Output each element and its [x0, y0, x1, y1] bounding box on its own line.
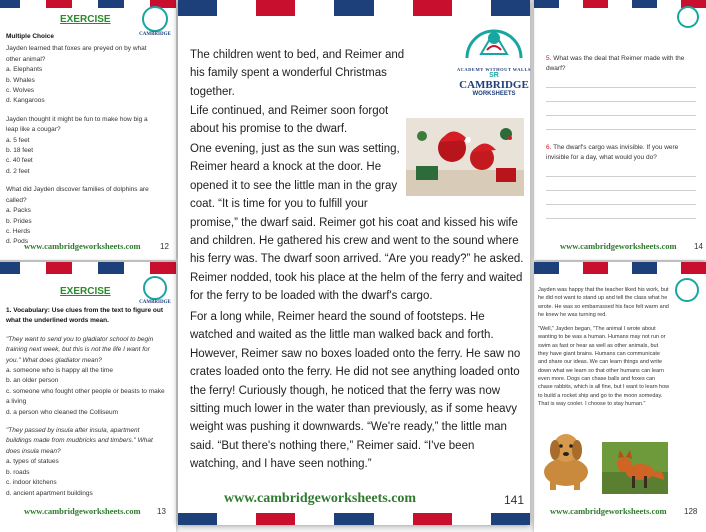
page-number: 13 — [157, 507, 166, 516]
option-item: a. types of statues — [6, 458, 59, 466]
worksheet-page-top-left — [0, 0, 176, 260]
option-item: a. someone who is happy all the time — [6, 367, 113, 375]
footer-url: www.cambridgeworksheets.com — [24, 241, 141, 251]
page-number: 128 — [684, 507, 698, 516]
option-item: d. 2 feet — [6, 167, 30, 175]
question-number: 5. — [546, 55, 552, 62]
cambridge-logo-small — [670, 6, 706, 28]
cambridge-logo-small: CAMBRIDGE — [134, 6, 176, 37]
worksheet-page-bottom-left — [0, 262, 176, 532]
photo-wrap-spacer — [404, 140, 524, 198]
option-item: a. Elephants — [6, 66, 43, 74]
option-item: c. indoor kitchens — [6, 479, 57, 487]
logo-subtitle: WORKSHEETS — [472, 91, 516, 97]
logo-name: CAMBRIDGE — [459, 79, 529, 91]
fox-image — [602, 442, 668, 494]
option-item: b. Prides — [6, 217, 32, 225]
question-text: What did Jayden discover families of dolphins are called? — [6, 186, 149, 204]
story-paragraph: "Well," Jayden began, "The animal I wrote about wanting to be was a human. Humans may not run or swim as fast or hear as well as other animals, but they have giant brains. Humans can communicate and share our ideas. We can learn things and write down what we learn so that other humans can learn even more. Dogs can chase balls and foxes can chase rabbits, which is all fine, but I want to learn how to build a rocket ship and go to the moon someday. That is way cooler. I choose to stay human." — [538, 326, 670, 407]
worksheet-page-bottom-right — [534, 262, 706, 532]
story-paragraph: One evening, just as the sun was setting, Reimer heard a knock at the door. He opened it to see the little man in the gray coat. “It is time for you to fulfill your promise,” the dwarf said. Reimer got his coat and kissed his wife and children. He gathered his crew and went to the sound where his ferry was. The dwarf soon arrived. “Are you ready?” he asked. Reimer nodded, took his place at the helm of the ferry and waited for the ferry to be loaded with the dwarf's cargo. — [190, 140, 524, 306]
option-item: c. 40 feet — [6, 157, 33, 165]
question-text: Jayden learned that foxes are preyed on by what other animal? — [6, 45, 147, 63]
option-item: b. roads — [6, 468, 30, 476]
cambridge-logo-small: CAMBRIDGE — [136, 276, 174, 305]
academy-logo-icon — [459, 14, 529, 64]
option-item: d. Kangaroos — [6, 97, 45, 105]
story-paragraph: The children went to bed, and Reimer and his family spent a wonderful Christmas together. — [190, 49, 405, 98]
option-item: a. Packs — [6, 207, 31, 215]
main-story-page — [178, 0, 530, 525]
dog-image — [536, 422, 596, 492]
quote-text: "They want to send you to gladiator school to begin training next week, but this is not the life I want for you." What does gladiator mean? — [6, 335, 154, 364]
story-paragraph: For a long while, Reimer heard the sound of footsteps. He watched and waited as the little man walked back and forth. However, Reimer saw no boxes loaded onto the ferry. He saw no crates loaded onto the ferry. He did not see anything loaded onto the ferry! Curiously though, he noticed that the ferry was now sitting much lower in the water than previously, as if some heavy weight was pushing it downwards. “We're ready,” the little man said. “But there's nothing there,” Reimer said. “I've been watching, and I have seen nothing.” — [190, 311, 521, 471]
logo-arc-text: ACADEMY WITHOUT WALLS — [456, 67, 532, 72]
question-text: What was the deal that Reimer made with the dwarf? — [546, 55, 685, 73]
story-paragraph: Jayden was happy that the teacher liked his work, but he did not want to stand up and tell the class what he wrote. He was so embarrassed his face felt warm and he knew he was turning red. — [538, 287, 669, 318]
instruction-text: Vocabulary: Use clues from the text to figure out what the underlined words mean. — [6, 307, 164, 325]
option-item: b. an older person — [6, 377, 59, 385]
section-heading: Multiple Choice — [6, 33, 55, 40]
exercise-title: EXERCISE — [60, 286, 111, 297]
page-number: 141 — [504, 493, 525, 507]
option-item: d. ancient apartment buildings — [6, 489, 93, 497]
option-item: c. Wolves — [6, 87, 35, 95]
question-text: The dwarf's cargo was invisible. If you were invisible for a day, what would you do? — [546, 143, 679, 162]
quote-text: "They passed by insula after insula, apartment buildings made from mudbricks and timbers." What does insula mean? — [6, 427, 153, 455]
exercise-title: EXERCISE — [60, 14, 111, 25]
flag-stripe-top — [0, 262, 176, 274]
logo-monogram: SR — [489, 72, 499, 79]
option-item: b. 18 feet — [6, 147, 34, 155]
story-paragraph: Life continued, and Reimer soon forgot about his promise to the dwarf. — [190, 105, 389, 136]
flag-stripe-top — [534, 262, 706, 274]
cambridge-logo-small — [668, 278, 706, 302]
option-item: d. Pods — [6, 238, 29, 246]
footer-url: www.cambridgeworksheets.com — [560, 241, 677, 251]
footer-url: www.cambridgeworksheets.com — [550, 506, 667, 516]
page-number: 14 — [694, 242, 703, 251]
instruction-number: 1. — [6, 307, 12, 314]
worksheet-page-top-right — [534, 0, 706, 260]
option-item: c. someone who fought other people or beasts to make a living — [6, 387, 165, 406]
cambridge-worksheets-logo — [456, 14, 532, 97]
question-text: Jayden thought it might be fun to make how big a leap like a cougar? — [6, 115, 148, 134]
option-item: c. Herds — [6, 227, 31, 235]
flag-stripe-bottom — [178, 513, 530, 525]
option-item: a. 5 feet — [6, 136, 30, 144]
page-number: 12 — [160, 242, 169, 251]
option-item: d. a person who cleaned the Colliseum — [6, 408, 119, 416]
question-number: 6. — [546, 143, 552, 151]
footer-url: www.cambridgeworksheets.com — [24, 506, 141, 516]
footer-url: www.cambridgeworksheets.com — [224, 491, 417, 506]
option-item: b. Whales — [6, 76, 35, 84]
